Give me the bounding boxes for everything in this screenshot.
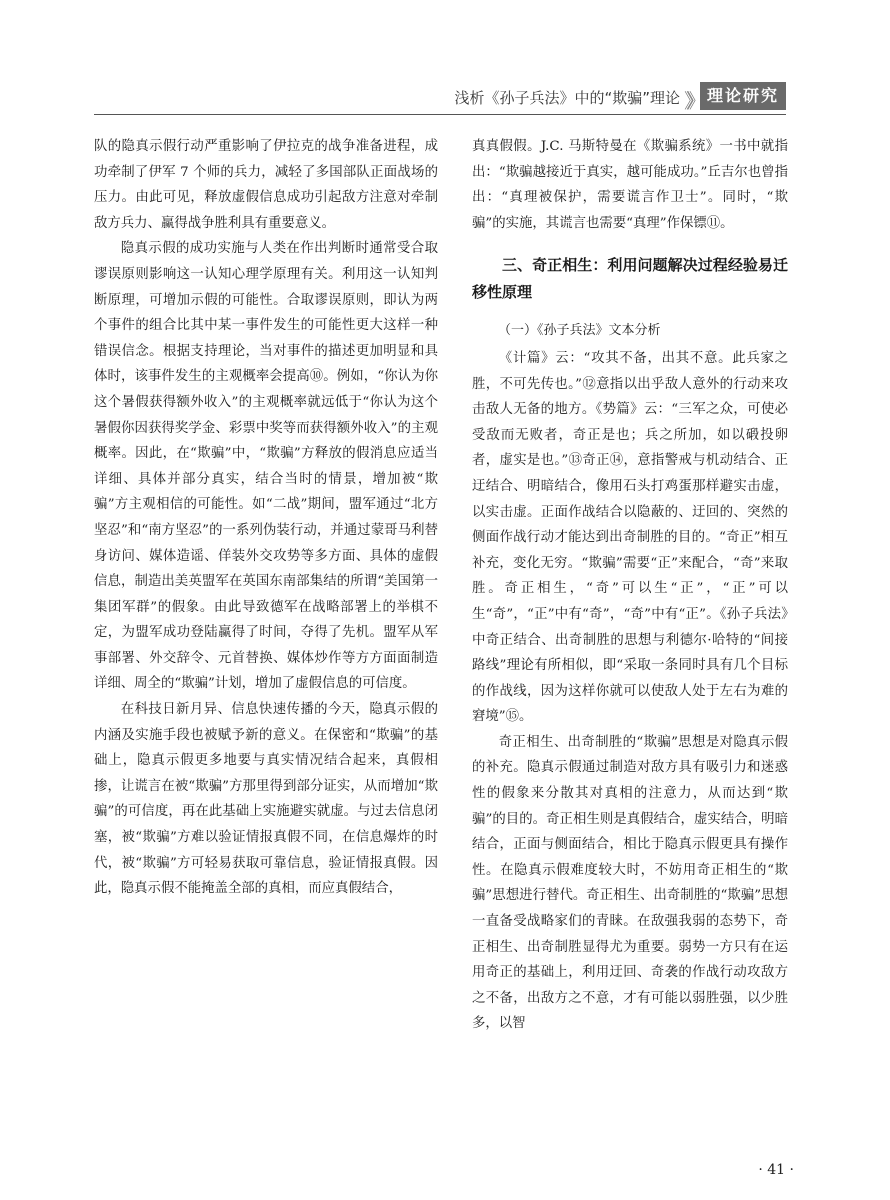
section-heading: 三、奇正相生：利用问题解决过程经验易迁移性原理 xyxy=(472,256,788,302)
chevron-right-icon: 》》 xyxy=(684,89,698,113)
paragraph: 奇正相生、出奇制胜的“欺骗”思想是对隐真示假的补充。隐真示假通过制造对敌方具有吸引力和迷惑性的假象来分散其对真相的注意力，从而达到“欺骗”的目的。奇正相生则是真假结合，虚实结合，明暗结合，正面与侧面结合，相比于隐真示假更具有操作性。在隐真示假难度较大时，不妨用奇正相生的“欺骗”思想进行替代。奇正相生、出奇制胜的“欺骗”思想一直备受战略家们的青睐。在敌强我弱的态势下，奇正相生、出奇制胜显得尤为重要。弱势一方只有在运用奇正的基础上，利用迂回、奇袭的作战行动攻敌方之不备，出敌方之不意，才有可能以弱胜强，以少胜多，以智 xyxy=(472,734,788,1032)
paragraph: 队的隐真示假行动严重影响了伊拉克的战争准备进程，成功牵制了伊军 7 个师的兵力，减轻了多国部队正面战场的压力。由此可见，释放虚假信息成功引起敌方注意对牵制敌方兵力、赢得战争胜利具有重要意义。 xyxy=(94,139,438,231)
paragraph: 《计篇》云：“攻其不备，出其不意。此兵家之胜，不可先传也。”⑫意指以出乎敌人意外的行动来攻击敌人无备的地方。《势篇》云：“三军之众，可使必受敌而无败者，奇正是也；兵之所加，如以碫投卵者，虚实是也。”⑬奇正⑭，意指警戒与机动结合、正迂结合、明暗结合，像用石头打鸡蛋那样避实击虚，以实击虚。正面作战结合以隐蔽的、迂回的、突然的侧面作战行动才能达到出奇制胜的目的。“奇正”相互补充，变化无穷。“欺骗”需要“正”来配合，“奇”来取胜。奇正相生，“奇”可以生“正”，“正”可以生“奇”，“正”中有“奇”，“奇”中有“正”。《孙子兵法》中奇正结合、出奇制胜的思想与利德尔·哈特的“间接路线”理论有所相似，即“采取一条同时具有几个目标的作战线，因为这样你就可以使敌人处于左右为难的窘境”⑮。 xyxy=(472,350,788,725)
left-column xyxy=(94,134,438,902)
paragraph: 真真假假。J.C. 马斯特曼在《欺骗系统》一书中就指出：“欺骗越接近于真实，越可能成功。”丘吉尔也曾指出：“真理被保护，需要谎言作卫士”。同时，“欺骗”的实施，其谎言也需要“真理”作保镖⑪。 xyxy=(472,139,788,231)
running-header xyxy=(94,76,786,116)
paragraph: 在科技日新月异、信息快速传播的今天，隐真示假的内涵及实施手段也被赋予新的意义。在保密和“欺骗”的基础上，隐真示假更多地要与真实情况结合起来，真假相掺，让谎言在被“欺骗”方那里得到部分证实，从而增加“欺骗”的可信度，再在此基础上实施避实就虚。与过去信息闭塞，被“欺骗”方难以验证情报真假不同，在信息爆炸的时代，被“欺骗”方可轻易获取可靠信息，验证情报真假。因此，隐真示假不能掩盖全部的真相，而应真假结合， xyxy=(94,702,438,897)
section-badge: 理论研究 xyxy=(700,82,786,110)
paragraph: 隐真示假的成功实施与人类在作出判断时通常受合取谬误原则影响这一认知心理学原理有关。利用这一认知判断原理，可增加示假的可能性。合取谬误原则，即认为两个事件的组合比其中某一事件发生的可能性更大这样一种错误信念。根据支持理论，当对事件的描述更加明显和具体时，该事件发生的主观概率会提高⑩。例如，“你认为你这个暑假获得额外收入”的主观概率就远低于“你认为这个暑假你因获得奖学金、彩票中奖等而获得额外收入”的主观概率。因此，在“欺骗”中，“欺骗”方释放的假消息应适当详细、具体并部分真实，结合当时的情景，增加被“欺骗”方主观相信的可能性。如“二战”期间，盟军通过“北方坚忍”和“南方坚忍”的一系列伪装行动，并通过蒙哥马利替身访问、媒体造谣、佯装外交攻势等多方面、具体的虚假信息，制造出美英盟军在英国东南部集结的所谓“美国第一集团军群”的假象。由此导致德军在战略部署上的举棋不定，为盟军成功登陆赢得了时间，夺得了先机。盟军从军事部署、外交辞令、元首替换、媒体炒作等方方面面制造详细、周全的“欺骗”计划，增加了虚假信息的可信度。 xyxy=(94,241,438,692)
header-divider xyxy=(94,114,786,115)
page-number: · 41 · xyxy=(758,1162,794,1178)
subsection-heading: （一）《孙子兵法》文本分析 xyxy=(498,323,661,339)
running-title: 浅析《孙子兵法》中的“欺骗”理论 xyxy=(454,89,680,107)
right-column xyxy=(472,134,788,1037)
